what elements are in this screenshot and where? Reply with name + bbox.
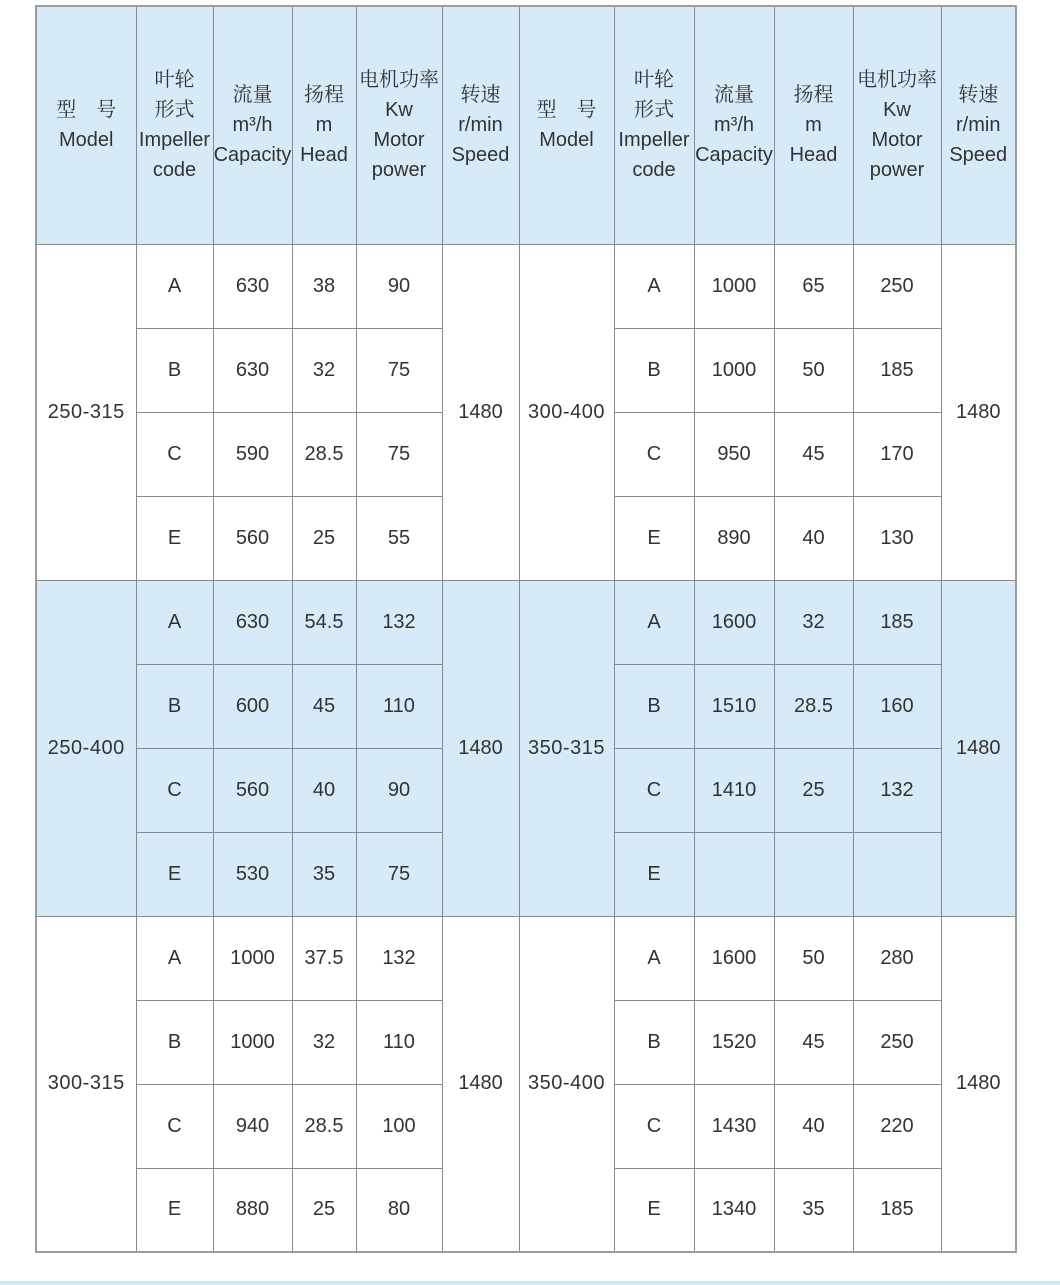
head-header-left	[292, 6, 356, 244]
head-cell: 50	[774, 328, 853, 412]
capacity-cell: 1520	[694, 1000, 774, 1084]
table-body	[36, 244, 1016, 1252]
power-header-right	[853, 6, 941, 244]
head-cell	[774, 832, 853, 916]
impeller-header-en2: code	[632, 159, 676, 182]
impeller-header-zh1: 叶轮	[154, 69, 195, 92]
head-cell: 45	[774, 412, 853, 496]
head-cell: 54.5	[292, 580, 356, 664]
speed-cell: 1480	[941, 916, 1016, 1252]
impeller-header-zh1: 叶轮	[634, 69, 674, 92]
impeller-code-cell: C	[136, 412, 213, 496]
table-row	[36, 916, 1016, 1000]
speed-cell: 1480	[442, 580, 519, 916]
speed-header-en: Speed	[451, 144, 510, 167]
head-cell: 45	[292, 664, 356, 748]
power-cell: 132	[356, 580, 442, 664]
power-cell: 110	[356, 1000, 442, 1084]
impeller-code-cell: E	[614, 832, 694, 916]
model-cell: 300-400	[519, 244, 614, 580]
capacity-cell: 940	[213, 1084, 292, 1168]
head-cell: 25	[774, 748, 853, 832]
head-cell: 28.5	[774, 664, 853, 748]
capacity-cell: 1000	[213, 1000, 292, 1084]
impeller-code-cell: B	[136, 664, 213, 748]
capacity-header-unit: m³/h	[232, 114, 273, 137]
impeller-code-cell: B	[614, 664, 694, 748]
impeller-code-cell: E	[614, 496, 694, 580]
head-header-unit: m	[315, 114, 333, 137]
power-cell: 160	[853, 664, 941, 748]
power-cell: 130	[853, 496, 941, 580]
impeller-header-right	[614, 6, 694, 244]
impeller-code-cell: A	[136, 916, 213, 1000]
model-header-right	[519, 6, 614, 244]
head-header-en: Head	[300, 144, 348, 167]
capacity-cell: 1430	[694, 1084, 774, 1168]
power-cell: 185	[853, 1168, 941, 1252]
head-cell: 32	[774, 580, 853, 664]
power-header-en2: power	[869, 159, 925, 182]
power-header-zh: 电机功率	[359, 69, 439, 92]
power-cell: 132	[853, 748, 941, 832]
power-header-unit: Kw	[385, 99, 413, 122]
bottom-edge-strip	[0, 1281, 1060, 1285]
power-header-left	[356, 6, 442, 244]
head-cell: 28.5	[292, 1084, 356, 1168]
impeller-header-en2: code	[152, 159, 197, 182]
capacity-cell: 560	[213, 496, 292, 580]
capacity-cell: 1410	[694, 748, 774, 832]
capacity-header-zh: 流量	[714, 84, 754, 107]
head-cell: 45	[774, 1000, 853, 1084]
power-cell: 90	[356, 244, 442, 328]
head-cell: 40	[292, 748, 356, 832]
power-cell: 75	[356, 832, 442, 916]
model-cell: 250-315	[36, 244, 136, 580]
head-cell: 37.5	[292, 916, 356, 1000]
impeller-code-cell: E	[136, 832, 213, 916]
model-cell: 300-315	[36, 916, 136, 1252]
impeller-code-cell: B	[136, 1000, 213, 1084]
capacity-cell: 1000	[694, 244, 774, 328]
head-cell: 32	[292, 328, 356, 412]
capacity-cell: 600	[213, 664, 292, 748]
speed-cell: 1480	[941, 244, 1016, 580]
power-cell: 185	[853, 328, 941, 412]
capacity-cell: 1600	[694, 580, 774, 664]
capacity-cell: 630	[213, 580, 292, 664]
power-cell: 75	[356, 412, 442, 496]
capacity-cell: 1510	[694, 664, 774, 748]
impeller-code-cell: A	[136, 580, 213, 664]
power-cell: 170	[853, 412, 941, 496]
impeller-code-cell: C	[614, 748, 694, 832]
capacity-cell: 880	[213, 1168, 292, 1252]
capacity-cell: 1000	[694, 328, 774, 412]
model-header-zh: 型 号	[56, 99, 117, 122]
impeller-header-zh2: 形式	[154, 99, 195, 122]
capacity-cell: 1000	[213, 916, 292, 1000]
head-cell: 40	[774, 1084, 853, 1168]
speed-header-en: Speed	[949, 144, 1008, 167]
impeller-header-left	[136, 6, 213, 244]
speed-header-zh: 转速	[958, 84, 999, 107]
speed-cell: 1480	[442, 244, 519, 580]
power-cell: 250	[853, 244, 941, 328]
head-cell: 35	[292, 832, 356, 916]
power-cell	[853, 832, 941, 916]
power-cell: 220	[853, 1084, 941, 1168]
impeller-code-cell: C	[136, 748, 213, 832]
impeller-code-cell: C	[136, 1084, 213, 1168]
model-cell: 350-315	[519, 580, 614, 916]
power-cell: 75	[356, 328, 442, 412]
power-header-unit: Kw	[883, 99, 911, 122]
power-header-en1: Motor	[871, 129, 923, 152]
head-cell: 25	[292, 1168, 356, 1252]
impeller-code-cell: E	[136, 496, 213, 580]
speed-header-unit: r/min	[458, 114, 503, 137]
capacity-cell	[694, 832, 774, 916]
capacity-cell: 950	[694, 412, 774, 496]
head-cell: 32	[292, 1000, 356, 1084]
head-cell: 28.5	[292, 412, 356, 496]
impeller-code-cell: B	[136, 328, 213, 412]
model-header-en: Model	[59, 129, 114, 152]
capacity-cell: 890	[694, 496, 774, 580]
head-cell: 50	[774, 916, 853, 1000]
capacity-header-en: Capacity	[213, 144, 292, 167]
speed-header-left	[442, 6, 519, 244]
capacity-cell: 630	[213, 328, 292, 412]
impeller-code-cell: A	[614, 244, 694, 328]
model-header-zh: 型 号	[536, 99, 597, 122]
header-row	[36, 6, 1016, 244]
power-cell: 90	[356, 748, 442, 832]
head-cell: 65	[774, 244, 853, 328]
power-cell: 250	[853, 1000, 941, 1084]
capacity-cell: 630	[213, 244, 292, 328]
impeller-code-cell: E	[136, 1168, 213, 1252]
head-header-zh: 扬程	[793, 84, 834, 107]
capacity-header-zh: 流量	[232, 84, 273, 107]
impeller-header-en1: Impeller	[618, 129, 690, 152]
impeller-code-cell: A	[614, 580, 694, 664]
head-cell: 35	[774, 1168, 853, 1252]
head-header-unit: m	[805, 114, 822, 137]
power-header-en2: power	[371, 159, 427, 182]
model-header-left	[36, 6, 136, 244]
impeller-code-cell: B	[614, 328, 694, 412]
power-cell: 80	[356, 1168, 442, 1252]
impeller-code-cell: A	[136, 244, 213, 328]
impeller-header-zh2: 形式	[634, 99, 674, 122]
impeller-code-cell: B	[614, 1000, 694, 1084]
speed-cell: 1480	[442, 916, 519, 1252]
impeller-code-cell: E	[614, 1168, 694, 1252]
head-header-zh: 扬程	[304, 84, 344, 107]
model-cell: 250-400	[36, 580, 136, 916]
head-cell: 38	[292, 244, 356, 328]
model-cell: 350-400	[519, 916, 614, 1252]
speed-cell: 1480	[941, 580, 1016, 916]
power-header-en1: Motor	[373, 129, 425, 152]
power-cell: 280	[853, 916, 941, 1000]
speed-header-zh: 转速	[460, 84, 501, 107]
impeller-header-en1: Impeller	[138, 129, 211, 152]
table-row	[36, 244, 1016, 328]
head-header-en: Head	[789, 144, 838, 167]
power-cell: 132	[356, 916, 442, 1000]
power-cell: 110	[356, 664, 442, 748]
capacity-cell: 560	[213, 748, 292, 832]
head-header-right	[774, 6, 853, 244]
speed-header-unit: r/min	[956, 114, 1001, 137]
power-header-zh: 电机功率	[857, 69, 937, 92]
power-cell: 100	[356, 1084, 442, 1168]
power-cell: 55	[356, 496, 442, 580]
impeller-code-cell: C	[614, 1084, 694, 1168]
head-cell: 25	[292, 496, 356, 580]
capacity-header-en: Capacity	[695, 144, 773, 167]
capacity-cell: 530	[213, 832, 292, 916]
pump-spec-table	[35, 5, 1017, 1253]
capacity-cell: 1340	[694, 1168, 774, 1252]
impeller-code-cell: C	[614, 412, 694, 496]
power-cell: 185	[853, 580, 941, 664]
impeller-code-cell: A	[614, 916, 694, 1000]
table-row	[36, 580, 1016, 664]
capacity-cell: 1600	[694, 916, 774, 1000]
capacity-cell: 590	[213, 412, 292, 496]
capacity-header-right	[694, 6, 774, 244]
table-header	[36, 6, 1016, 244]
capacity-header-left	[213, 6, 292, 244]
speed-header-right	[941, 6, 1016, 244]
capacity-header-unit: m³/h	[714, 114, 754, 137]
head-cell: 40	[774, 496, 853, 580]
model-header-en: Model	[539, 129, 594, 152]
